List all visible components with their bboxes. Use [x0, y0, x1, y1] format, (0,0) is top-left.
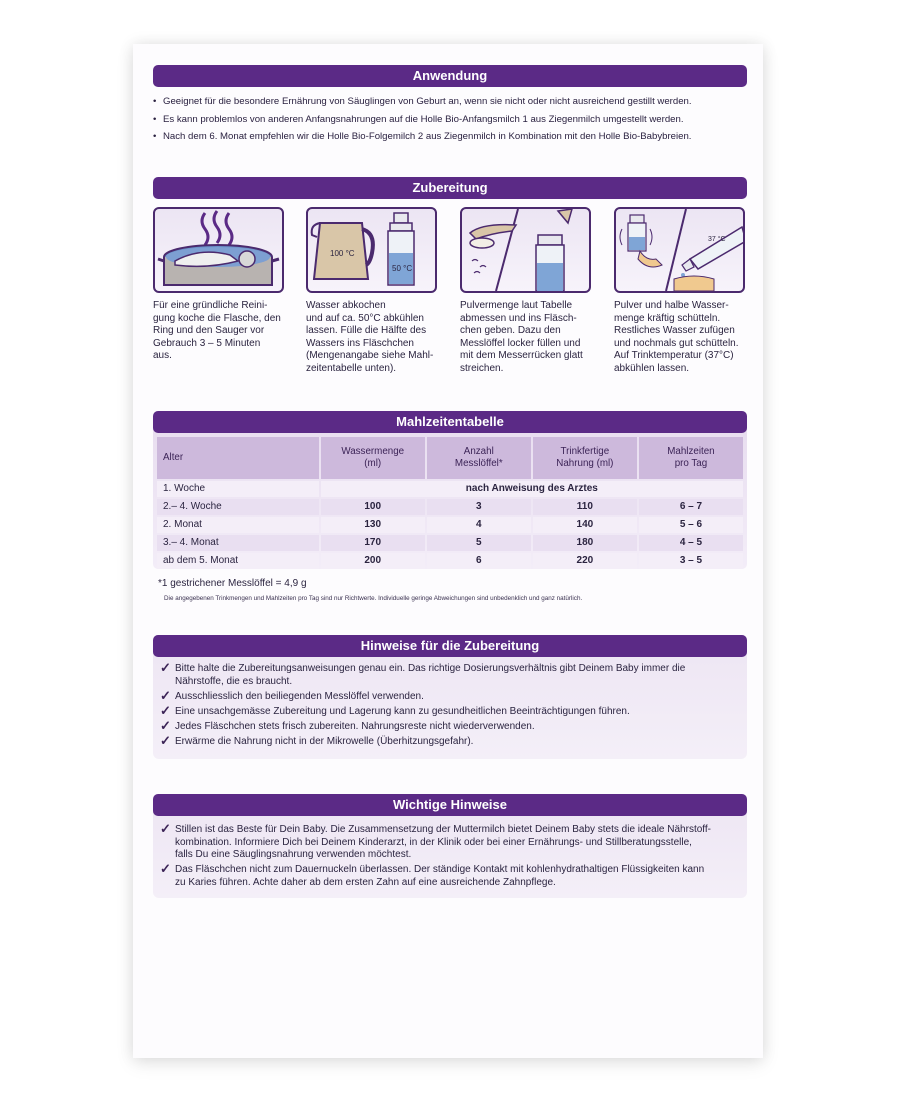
pot-icon [153, 207, 284, 293]
list-item: ✓ Erwärme die Nahrung nicht in der Mikrowelle (Überhitzungsgefahr). [160, 732, 474, 748]
kettle-icon [306, 207, 437, 293]
list-item: ✓ Jedes Fläschchen stets frisch zubereiten. Nahrungsreste nicht wiederverwenden. [160, 717, 535, 733]
scoop-footnote: *1 gestrichener Messlöffel = 4,9 g [158, 578, 307, 589]
drink-temp-label: 37 °C [708, 236, 726, 243]
cell-age: 3.– 4. Monat [157, 535, 319, 551]
checkmark-icon: ✓ [160, 717, 171, 733]
col-header: Alter [157, 437, 319, 479]
cell: 200 [321, 553, 425, 569]
checkmark-icon: ✓ [160, 702, 171, 718]
shake-icon [614, 207, 745, 293]
cell: 220 [533, 553, 637, 569]
cell: 4 [427, 517, 531, 533]
col-header: Wassermenge (ml) [321, 437, 425, 479]
cell: 170 [321, 535, 425, 551]
cell: 3 – 5 [639, 553, 743, 569]
table-row [157, 553, 743, 569]
anwendung-item: • Geeignet für die besondere Ernährung von Säuglingen von Geburt an, wenn sie nicht oder nicht ausreichend gestillt werden. [153, 93, 753, 111]
mahlzeiten-heading: Mahlzeitentabelle [153, 411, 747, 433]
col-header: Trinkfertige Nahrung (ml) [533, 437, 637, 479]
cell: 140 [533, 517, 637, 533]
bottle-temp-label: 50 °C [392, 264, 413, 273]
leaflet-card [133, 44, 763, 1058]
cell: 110 [533, 499, 637, 515]
cell: 4 – 5 [639, 535, 743, 551]
checkmark-icon: ✓ [160, 732, 171, 748]
anwendung-heading: Anwendung [153, 65, 747, 87]
checkmark-icon: ✓ [160, 687, 171, 703]
kettle-temp-label: 100 °C [330, 249, 355, 258]
cell-age: 1. Woche [157, 481, 319, 497]
list-item: ✓ Ausschliesslich den beiliegenden Messlöffel verwenden. [160, 687, 424, 703]
cell: 100 [321, 499, 425, 515]
anwendung-item: • Nach dem 6. Monat empfehlen wir die Holle Bio-Folgemilch 2 aus Ziegenmilch in Kombination mit den Holle Bio-Babybreien. [153, 128, 753, 146]
cell: 6 [427, 553, 531, 569]
step4-text: Pulver und halbe Wasser- menge kräftig schütteln. Restliches Wasser zufügen und nochmals gut schütteln. Auf Trinktemperatur (37°C) abkühlen lassen. [614, 300, 739, 374]
cell: 130 [321, 517, 425, 533]
table-disclaimer: Die angegebenen Trinkmengen und Mahlzeiten pro Tag sind nur Richtwerte. Individuelle geringe Abweichungen sind unbedenklich und ganz natürlich. [164, 595, 583, 602]
table-header-row [157, 437, 743, 479]
wichtige-hinweise-heading: Wichtige Hinweise [153, 794, 747, 816]
cell-age: ab dem 5. Monat [157, 553, 319, 569]
anwendung-list [153, 93, 753, 146]
meal-table [155, 435, 745, 571]
list-item: ✓ Das Fläschchen nicht zum Dauernuckeln überlassen. Der ständige Kontakt mit kohlenhydrathaltigen Flüssigkeiten kann zu Karies führen. Achte daher ab dem ersten Zahn auf eine ausreichende Zahnpflege. [160, 861, 705, 888]
hinweise-zubereitung-heading: Hinweise für die Zubereitung [153, 635, 747, 657]
col-header: Mahlzeiten pro Tag [639, 437, 743, 479]
list-item: ✓ Bitte halte die Zubereitungsanweisungen genau ein. Das richtige Dosierungsverhältnis gibt Deinem Baby immer die Nährstoffe, die es braucht. [160, 660, 686, 687]
checkmark-icon: ✓ [160, 660, 171, 675]
zubereitung-heading: Zubereitung [153, 177, 747, 199]
important-notes-list [160, 821, 711, 892]
important-notes-panel [153, 794, 747, 898]
table-row [157, 535, 743, 551]
cell: 180 [533, 535, 637, 551]
bullet-icon: • [153, 131, 157, 142]
cell: 5 – 6 [639, 517, 743, 533]
scoop-icon [460, 207, 591, 293]
col-header: Anzahl Messlöffel* [427, 437, 531, 479]
preparation-notes-panel [153, 635, 747, 759]
checkmark-icon: ✓ [160, 861, 171, 876]
checkmark-icon: ✓ [160, 821, 171, 836]
anwendung-item: • Es kann problemlos von anderen Anfangsnahrungen auf die Holle Bio-Anfangsmilch 1 aus Ziegenmilch umgestellt werden. [153, 111, 753, 129]
bullet-icon: • [153, 96, 157, 107]
bullet-icon: • [153, 113, 157, 125]
cell: 3 [427, 499, 531, 515]
cell-note: nach Anweisung des Arztes [321, 481, 743, 497]
cell-age: 2. Monat [157, 517, 319, 533]
cell: 5 [427, 535, 531, 551]
step1-text: Für eine gründliche Reini- gung koche die Flasche, den Ring und den Sauger vor Gebrauch 3 – 5 Minuten aus. [153, 300, 281, 362]
cell: 6 – 7 [639, 499, 743, 515]
preparation-notes-list [160, 660, 686, 751]
table-row [157, 517, 743, 533]
step2-text: Wasser abkochen und auf ca. 50°C abkühlen lassen. Fülle die Hälfte des Wassers ins Fläschchen (Mengenangabe siehe Mahl- zeitentabelle unten). [306, 300, 434, 374]
step3-text: Pulvermenge laut Tabelle abmessen und ins Fläsch- chen geben. Dazu den Messlöffel locker füllen und mit dem Messerrücken glatt streichen. [460, 300, 583, 374]
table-row [157, 481, 743, 497]
meal-table-panel [153, 411, 747, 569]
list-item: ✓ Stillen ist das Beste für Dein Baby. Die Zusammensetzung der Muttermilch bietet Deinem Baby stets die ideale Nährstoff- kombination. Informiere Dich bei Deinem Kinderarzt, in der Klinik oder bei einer Ernährungs- und Stillberatungsstelle, falls Du eine Säuglingsnahrung verwenden möchtest. [160, 821, 711, 860]
table-row [157, 499, 743, 515]
cell-age: 2.– 4. Woche [157, 499, 319, 515]
list-item: ✓ Eine unsachgemässe Zubereitung und Lagerung kann zu gesundheitlichen Beeinträchtigungen führen. [160, 702, 630, 718]
